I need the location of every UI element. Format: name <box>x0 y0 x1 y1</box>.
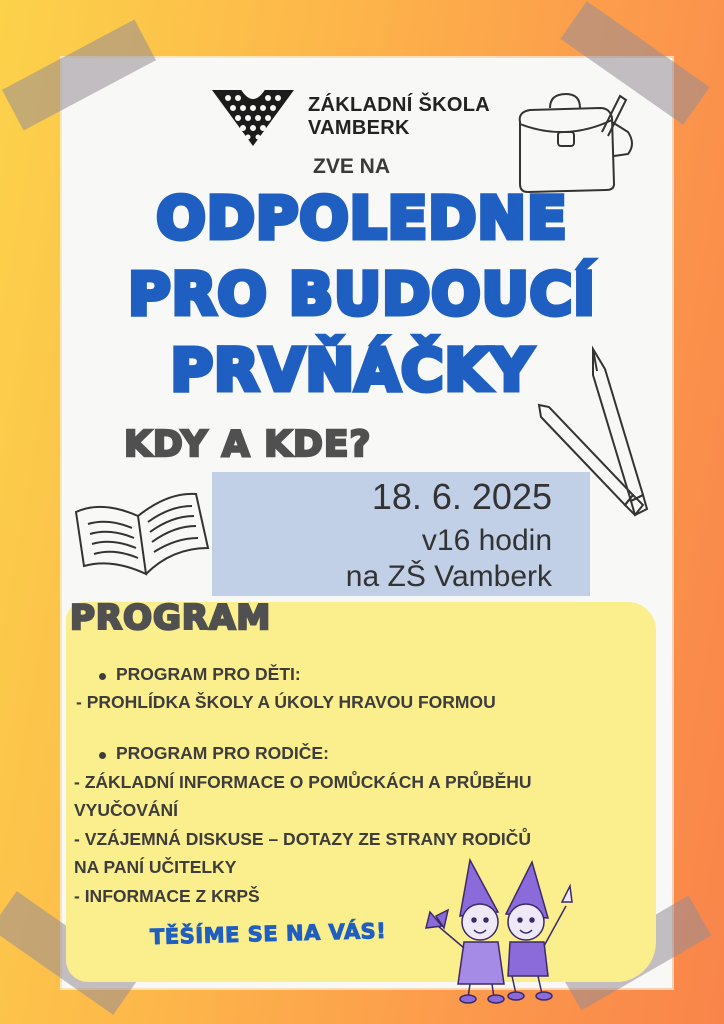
school-name <box>308 94 490 140</box>
program-heading: PROGRAM <box>70 598 272 638</box>
bullet-children <box>99 673 106 680</box>
event-time: v16 hodin <box>421 524 552 557</box>
program-parents-item1-line2: VYUČOVÁNÍ <box>74 800 179 820</box>
program-parents-item1-line1: - ZÁKLADNÍ INFORMACE O POMŮCKÁCH A PRŮBĚHU <box>74 772 532 792</box>
school-name-line2: VAMBERK <box>308 117 410 139</box>
invite-text: ZVE NA <box>313 155 391 178</box>
schoolbag-icon <box>510 92 642 196</box>
open-book-icon <box>72 482 212 578</box>
event-place: na ZŠ Vamberk <box>345 560 552 593</box>
bullet-parents <box>99 752 106 759</box>
program-children-title: PROGRAM PRO DĚTI: <box>116 664 301 684</box>
program-parents-item2-line2: NA PANÍ UČITELKY <box>74 857 237 877</box>
when-where-heading: KDY A KDE? <box>124 424 372 465</box>
title-line-3: PRVŇÁČKY <box>170 336 534 404</box>
title-line-2: PRO BUDOUCÍ <box>128 260 596 328</box>
school-name-line1: ZÁKLADNÍ ŠKOLA <box>308 94 490 116</box>
title-line-1: ODPOLEDNE <box>156 184 568 252</box>
kids-illustration-icon <box>420 856 580 1006</box>
program-children-item: - PROHLÍDKA ŠKOLY A ÚKOLY HRAVOU FORMOU <box>76 692 496 712</box>
program-parents-item2-line1: - VZÁJEMNÁ DISKUSE – DOTAZY ZE STRANY RODIČŮ <box>74 829 531 849</box>
event-date: 18. 6. 2025 <box>371 476 552 517</box>
school-logo-icon <box>210 84 296 148</box>
program-parents-item3: - INFORMACE Z KRPŠ <box>74 886 260 906</box>
closing-text: TĚŠÍME SE NA VÁS! <box>149 918 387 950</box>
program-parents-title: PROGRAM PRO RODIČE: <box>116 743 329 763</box>
